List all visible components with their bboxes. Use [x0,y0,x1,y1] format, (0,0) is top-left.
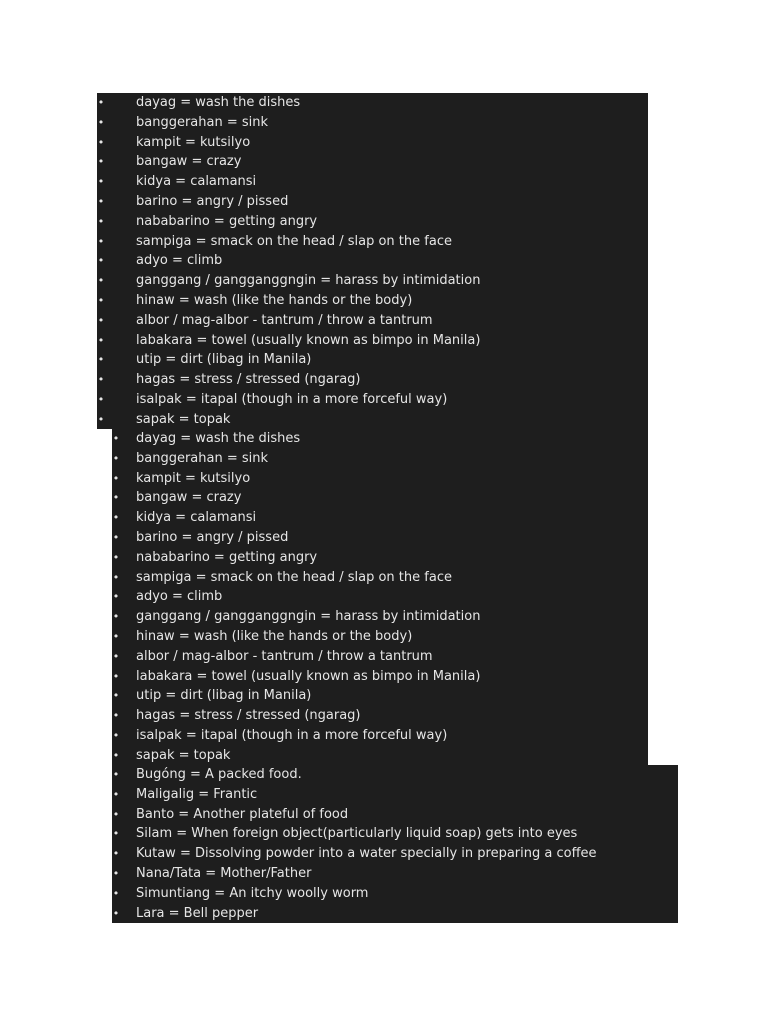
glossary-entry-text: sapak = topak [136,747,231,763]
bullet-icon: • [97,392,105,406]
glossary-entry-text: utip = dirt (libag in Manila) [136,688,312,704]
bullet-icon: • [97,313,105,327]
bullet-icon: • [112,610,120,624]
bullet-icon: • [112,471,120,485]
glossary-entry-text: bangaw = crazy [136,154,242,170]
bullet-icon: • [112,432,120,445]
glossary-entry-text: Nana/Tata = Mother/Father [136,865,312,881]
bullet-icon: • [97,333,105,347]
glossary-entry-text: kampit = kutsilyo [136,470,251,486]
bullet-icon: • [112,550,120,564]
glossary-entry-text: ganggang / gangganggngin = harass by intimidation [136,609,481,625]
glossary-entry-text: nababarino = getting angry [136,549,318,565]
glossary-entry-text: barino = angry / pissed [136,529,289,545]
bullet-icon: • [97,135,105,149]
glossary-entry-text: bangaw = crazy [136,490,242,506]
glossary-entry-text: isalpak = itapal (though in a more forceful way) [136,727,448,743]
bullet-icon: • [97,155,105,169]
bullet-icon: • [112,689,120,703]
glossary-entry-text: Banto = Another plateful of food [136,806,349,822]
bullet-icon: • [112,768,120,781]
bullet-icon: • [97,373,105,387]
glossary-entry-text: hinaw = wash (like the hands or the body) [136,292,413,308]
glossary-entry-text: labakara = towel (usually known as bimpo in Manila) [136,332,481,348]
bullet-icon: • [112,866,120,880]
bullet-icon: • [112,906,120,920]
glossary-entry-text: hagas = stress / stressed (ngarag) [136,372,361,388]
bullet-icon: • [97,96,105,109]
glossary-entry-text: adyo = climb [136,253,223,269]
glossary-entry-text: barino = angry / pissed [136,193,289,209]
glossary-entry-text: Bugóng = A packed food. [136,767,302,782]
bullet-icon: • [112,748,120,762]
bullet-icon: • [112,590,120,604]
glossary-entry-text: banggerahan = sink [136,114,269,130]
glossary-entry-text: dayag = wash the dishes [136,95,301,110]
glossary-entry-text: utip = dirt (libag in Manila) [136,352,312,368]
glossary-entry-text: adyo = climb [136,589,223,605]
bullet-icon: • [97,175,105,189]
bullet-icon: • [97,353,105,367]
glossary-entry-text: hinaw = wash (like the hands or the body) [136,628,413,644]
glossary-entry-text: Kutaw = Dissolving powder into a water specially in preparing a coffee [136,846,597,862]
glossary-entry-text: albor / mag-albor - tantrum / throw a tantrum [136,648,433,664]
bullet-icon: • [112,807,120,821]
bullet-icon: • [112,827,120,841]
bullet-icon: • [112,709,120,723]
glossary-entry-text: Simuntiang = An itchy woolly worm [136,885,369,901]
bullet-icon: • [112,728,120,742]
glossary-entry-text: banggerahan = sink [136,450,269,466]
glossary-entry-text: sampiga = smack on the head / slap on the face [136,569,452,585]
glossary-entry-text: kidya = calamansi [136,174,257,190]
glossary-entry-text: Lara = Bell pepper [136,905,259,921]
bullet-icon: • [97,412,105,426]
bullet-icon: • [97,194,105,208]
glossary-entry-text: isalpak = itapal (though in a more forceful way) [136,391,448,407]
glossary-entry-text: sapak = topak [136,411,231,427]
bullet-icon: • [97,254,105,268]
bullet-icon: • [112,530,120,544]
bullet-icon: • [97,214,105,228]
bullet-icon: • [112,451,120,465]
glossary-entry-text: kidya = calamansi [136,510,257,526]
bullet-icon: • [112,491,120,505]
bullet-icon: • [112,511,120,525]
bullet-icon: • [112,886,120,900]
bullet-icon: • [97,234,105,248]
bullet-icon: • [112,669,120,683]
bullet-icon: • [97,115,105,129]
bullet-icon: • [112,787,120,801]
bullet-icon: • [97,274,105,288]
bullet-icon: • [97,293,105,307]
glossary-entry-text: ganggang / gangganggngin = harass by intimidation [136,273,481,289]
bullet-icon: • [112,847,120,861]
glossary-entry-text: hagas = stress / stressed (ngarag) [136,708,361,724]
glossary-entry-text: sampiga = smack on the head / slap on the face [136,233,452,249]
bullet-icon: • [112,629,120,643]
glossary-entry-text: Maligalig = Frantic [136,786,258,802]
bullet-icon: • [112,649,120,663]
glossary-entry-text: nababarino = getting angry [136,213,318,229]
glossary-entry-text: Silam = When foreign object(particularly liquid soap) gets into eyes [136,826,578,842]
glossary-entry-text: albor / mag-albor - tantrum / throw a tantrum [136,312,433,328]
bullet-icon: • [112,570,120,584]
glossary-entry-text: kampit = kutsilyo [136,134,251,150]
glossary-entry-text: labakara = towel (usually known as bimpo in Manila) [136,668,481,684]
glossary-entry-text: dayag = wash the dishes [136,431,301,446]
